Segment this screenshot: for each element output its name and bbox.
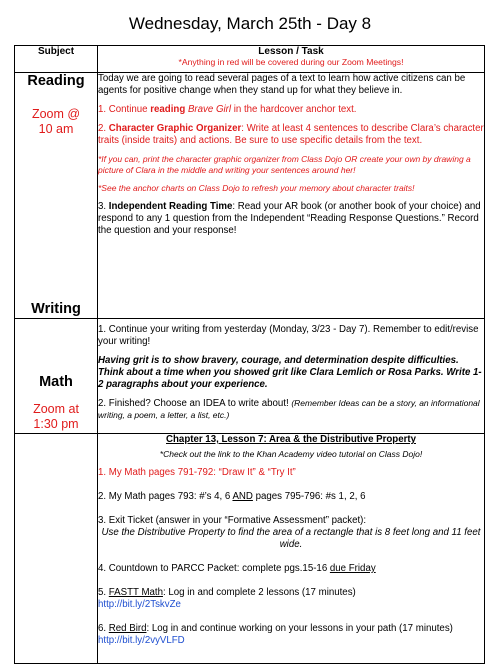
writing-item-1: 1. Continue your writing from yesterday (Monday, 3/23 - Day 7). Remember to edit/revise your writing! [98, 324, 479, 347]
reading-intro: Today we are going to read several pages of a text to learn how active citizens can be agents for positive change when they stand up for what they believe in. [98, 73, 466, 96]
math-item-6-prefix: 6. [98, 623, 109, 634]
math-chapter-title: Chapter 13, Lesson 7: Area & the Distributive Property [166, 434, 416, 445]
reading-item-1 [98, 104, 484, 116]
writing-item-2 [98, 398, 484, 422]
math-item-5-prefix: 5. [98, 587, 109, 598]
fastt-math-link[interactable]: http://bit.ly/2TskvZe [98, 599, 181, 610]
reading-book-title: Brave Girl [187, 104, 232, 115]
zoom-note: *Anything in red will be covered during our Zoom Meetings! [178, 57, 404, 67]
math-item-5-name: FASTT Math [108, 587, 163, 598]
reading-item-2-text: : Write at least 4 sentences to describe Clara’s character traits (inside traits) and actions. Be sure to use specific details from the text. [98, 123, 484, 146]
math-item-2-b: pages 795-796: #s 1, 2, 6 [252, 491, 366, 502]
reading-item-3-prefix: 3. [98, 201, 109, 212]
reading-item-1-suffix: in the hardcover anchor text. [231, 104, 357, 115]
reading-item-3 [98, 201, 484, 237]
reading-item-3-bold: Independent Reading Time [108, 201, 233, 212]
math-item-5-text: : Log in and complete 2 lessons (17 minutes) [162, 587, 356, 598]
math-item-2-and: AND [232, 491, 253, 502]
subject-column-header: Subject [15, 46, 98, 73]
writing-item-2-text: 2. Finished? Choose an IDEA to write about! [98, 398, 292, 409]
math-item-2 [98, 491, 484, 503]
reading-row [15, 73, 485, 319]
math-exit-ticket-task: Use the Distributive Property to find the area of a rectangle that is 8 feet long and 11 feet wide. [101, 527, 481, 550]
reading-zoom-time: Zoom @ 10 am [31, 107, 81, 136]
reading-item-1-bold: reading [150, 104, 186, 115]
math-task-cell [98, 434, 485, 664]
math-item-3: 3. Exit Ticket (answer in your “Formative Assessment” packet): [98, 515, 367, 526]
reading-task-cell [98, 73, 485, 319]
red-bird-link[interactable]: http://bit.ly/2vyVLFD [98, 635, 185, 646]
math-item-5 [98, 587, 484, 599]
writing-subject: Writing [31, 301, 81, 317]
schedule-table [14, 45, 485, 664]
reading-subject: Reading [27, 73, 85, 89]
reading-note-anchor-charts: *See the anchor charts on Class Dojo to refresh your memory about character traits! [98, 183, 415, 193]
reading-note-organizer: *If you can, print the character graphic organizer from Class Dojo OR create your own by drawing a picture of Clara in the middle and writing your sentences around her! [98, 154, 471, 175]
math-subject: Math [39, 374, 73, 390]
writing-task-cell [98, 319, 485, 434]
reading-item-2-bold: Character Graphic Organizer [108, 123, 242, 134]
math-item-4-a: 4. Countdown to PARCC Packet: complete pgs.15-16 [98, 563, 330, 574]
math-subject-cell [15, 374, 98, 664]
math-item-1: 1. My Math pages 791-792: “Draw It” & “Try It” [98, 467, 296, 478]
reading-item-3-text: : Read your AR book (or another book of your choice) and respond to any 1 question from the Independent “Reading Response Questions.” Record the question and your response! [98, 201, 481, 236]
reading-item-1-prefix: 1. Continue [98, 104, 151, 115]
math-item-6-name: Red Bird [108, 623, 147, 634]
math-item-4 [98, 563, 484, 575]
math-item-4-due: due Friday [329, 563, 376, 574]
task-column-header [98, 46, 485, 73]
math-item-2-a: 2. My Math pages 793: #’s 4, 6 [98, 491, 233, 502]
task-header-label: Lesson / Task [258, 46, 324, 57]
math-item-6-text: : Log in and continue working on your lessons in your path (17 minutes) [146, 623, 453, 634]
reading-item-2-prefix: 2. [98, 123, 109, 134]
header-row [15, 46, 485, 73]
writing-item-2-note: (Remember Ideas can be a story, an informational writing, a poem, a letter, a list, etc.) [98, 398, 480, 420]
page-title: Wednesday, March 25th - Day 8 [128, 14, 372, 33]
math-row [15, 434, 485, 664]
math-khan-note: *Check out the link to the Khan Academy video tutorial on Class Dojo! [159, 449, 423, 459]
reading-item-2 [98, 123, 484, 147]
writing-grit-prompt: Having grit is to show bravery, courage, and determination despite difficulties. Think about a time when you showed grit like Clara Lemlich or Rosa Parks. Write 1-2 paragraphs about your experience. [98, 355, 482, 390]
reading-subject-cell [15, 73, 98, 319]
math-item-6 [98, 623, 484, 647]
math-zoom-time: Zoom at 1:30 pm [33, 402, 79, 431]
